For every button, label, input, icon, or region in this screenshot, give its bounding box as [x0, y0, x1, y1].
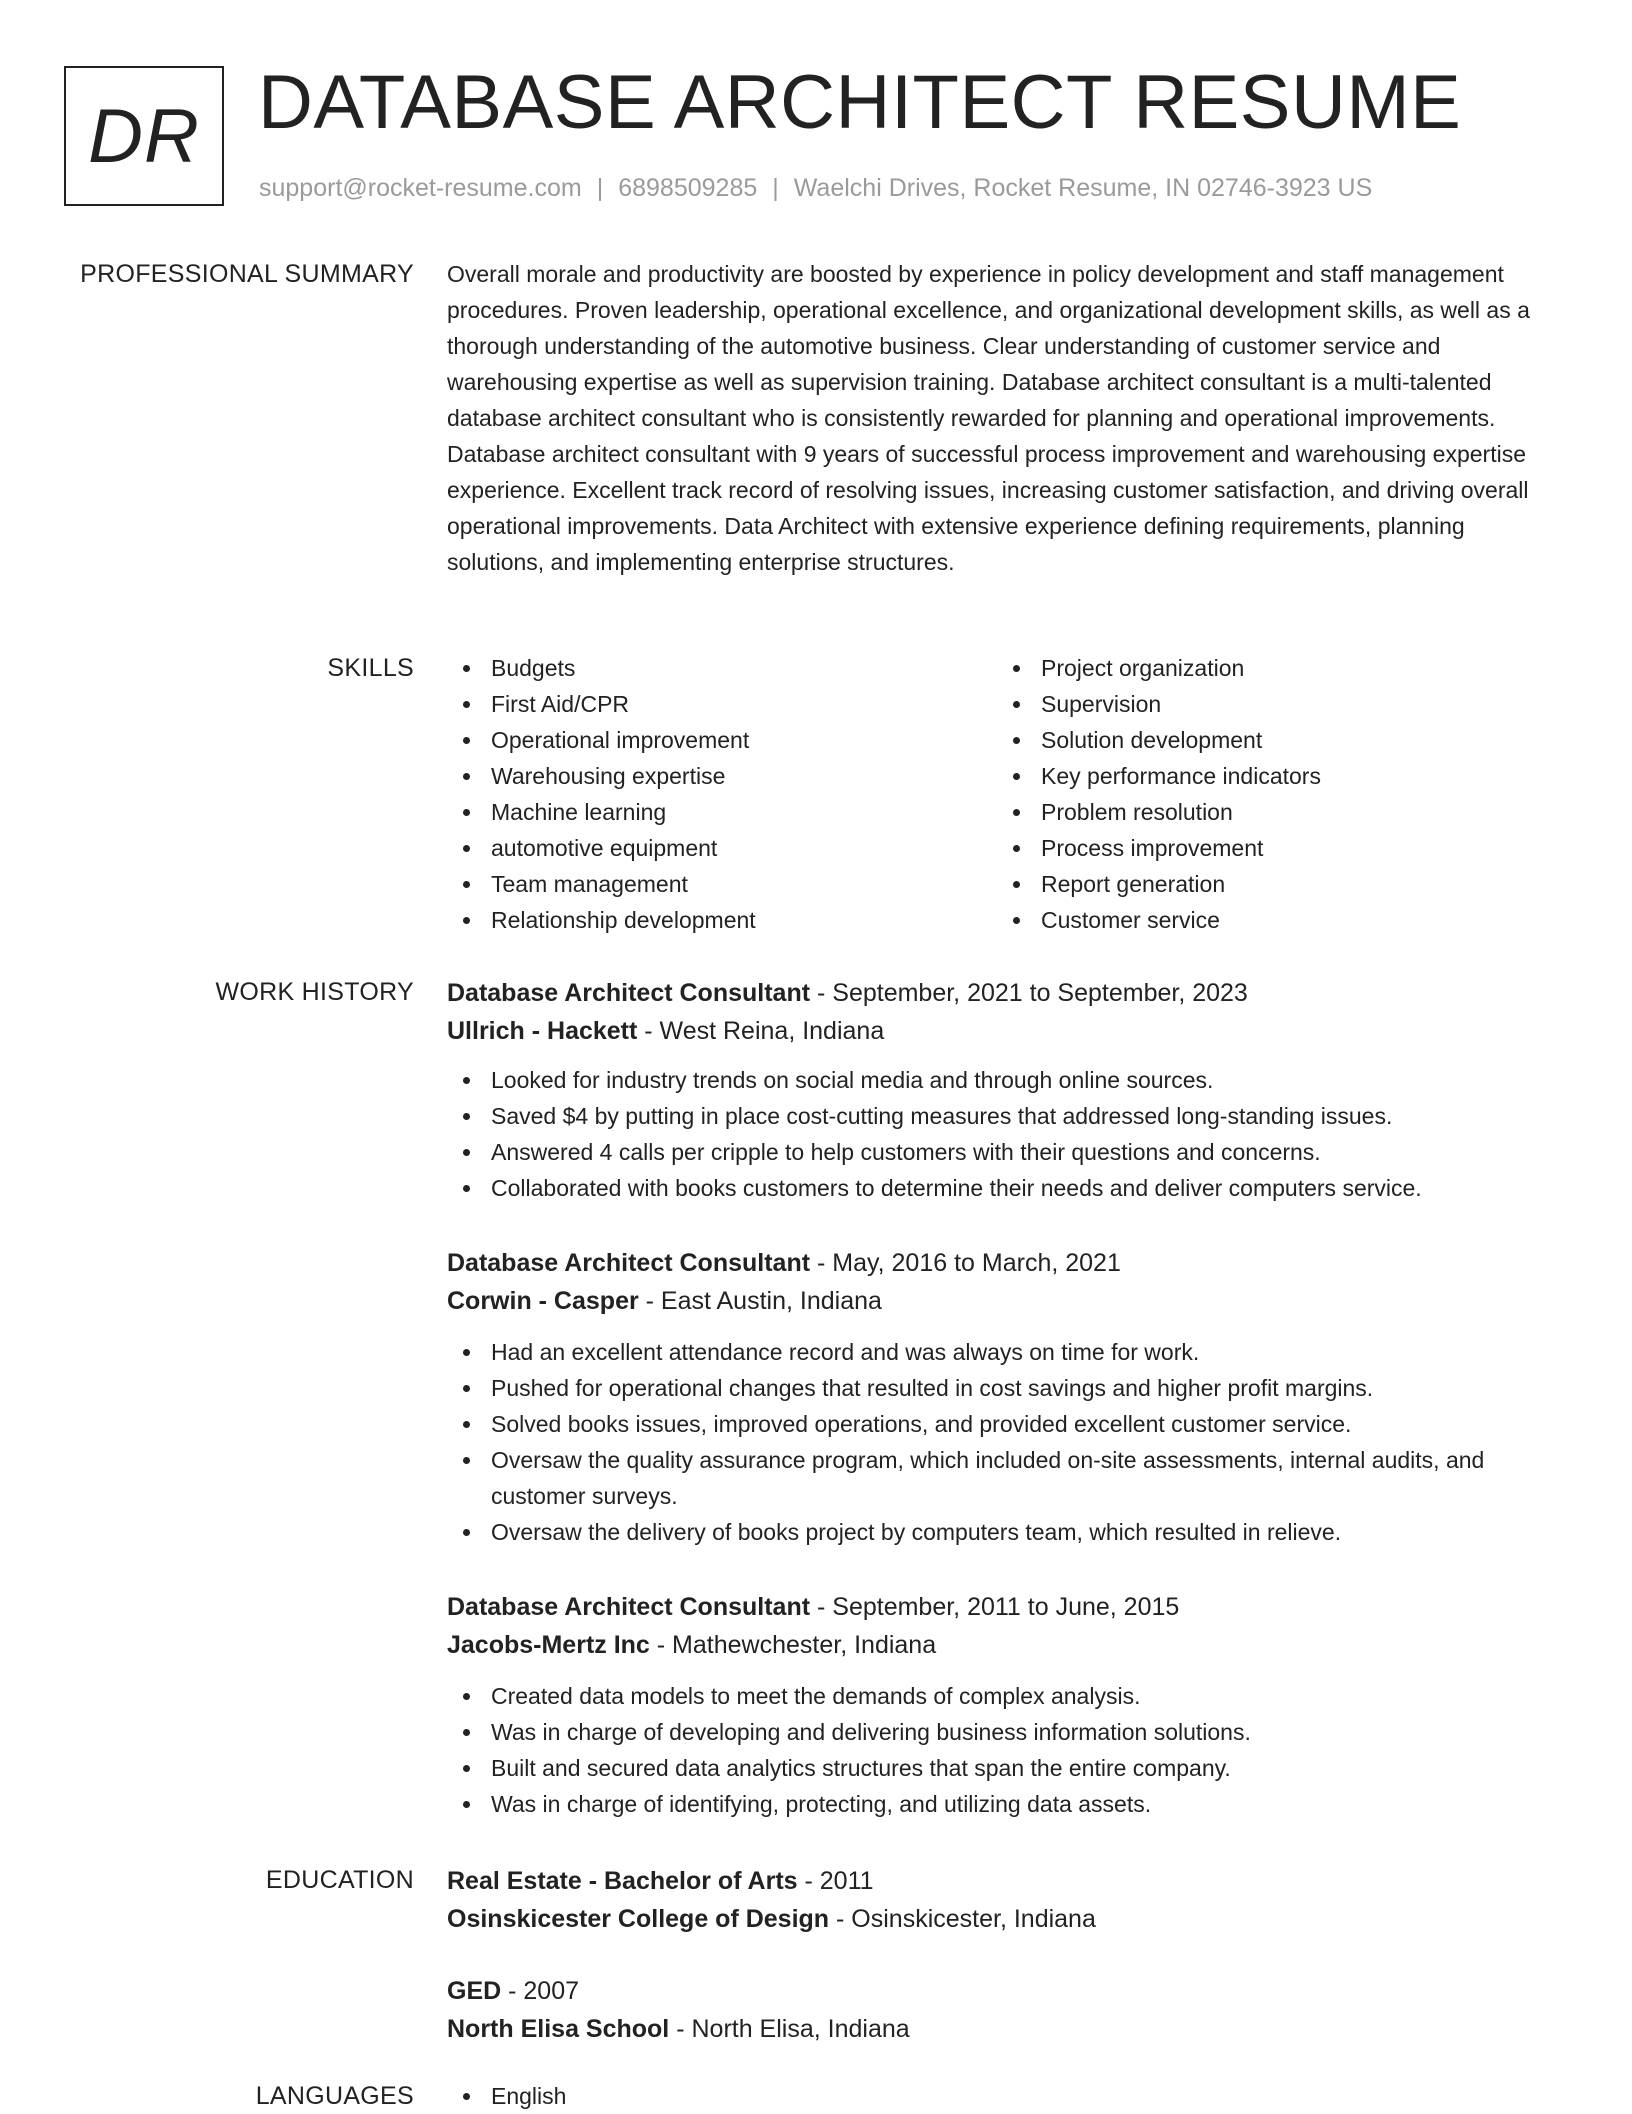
contact-line	[259, 174, 1372, 203]
job-dates: - September, 2021 to September, 2023	[810, 979, 1248, 1007]
languages-list	[447, 2078, 1567, 2114]
education-year: - 2011	[797, 1867, 874, 1895]
job-bullet: Created data models to meet the demands of complex analysis.	[447, 1678, 1567, 1714]
skill-item: Customer service	[997, 902, 1321, 938]
skill-item: Report generation	[997, 866, 1321, 902]
skill-item: First Aid/CPR	[447, 686, 756, 722]
education-degree: GED	[447, 1977, 502, 2005]
skill-item: Relationship development	[447, 902, 756, 938]
job-bullet: Oversaw the delivery of books project by computers team, which resulted in relieve.	[447, 1514, 1567, 1550]
education-location: - North Elisa, Indiana	[669, 2015, 910, 2043]
job-bullet: Looked for industry trends on social media and through online sources.	[447, 1062, 1567, 1098]
job-company-line	[447, 1282, 1567, 1320]
education-entry	[447, 1972, 1567, 2048]
job-bullet: Saved $4 by putting in place cost-cutting measures that addressed long-standing issues.	[447, 1098, 1567, 1134]
job-bullet: Was in charge of developing and delivering business information solutions.	[447, 1714, 1567, 1750]
job-entry	[447, 974, 1567, 1206]
page-title: DATABASE ARCHITECT RESUME	[258, 60, 1462, 145]
language-item: English	[447, 2078, 1567, 2114]
education-degree: Real Estate - Bachelor of Arts	[447, 1867, 798, 1895]
job-bullet: Was in charge of identifying, protecting, and utilizing data assets.	[447, 1786, 1567, 1822]
contact-email: support@rocket-resume.com	[259, 174, 582, 202]
job-location: - East Austin, Indiana	[638, 1287, 882, 1315]
section-label-summary: PROFESSIONAL SUMMARY	[80, 260, 414, 288]
skill-item: Machine learning	[447, 794, 756, 830]
job-dates: - May, 2016 to March, 2021	[810, 1249, 1121, 1277]
monogram-logo: DR	[64, 66, 224, 206]
job-title-line	[447, 1588, 1567, 1626]
job-title-line	[447, 1244, 1567, 1282]
job-bullet: Built and secured data analytics structures that span the entire company.	[447, 1750, 1567, 1786]
job-entry	[447, 1588, 1567, 1822]
skill-item: Key performance indicators	[997, 758, 1321, 794]
education-school: North Elisa School	[447, 2015, 670, 2043]
education-school: Osinskicester College of Design	[447, 1905, 830, 1933]
education-year: - 2007	[501, 1977, 580, 2005]
job-bullet: Pushed for operational changes that resulted in cost savings and higher profit margins.	[447, 1370, 1567, 1406]
job-location: - Mathewchester, Indiana	[649, 1631, 937, 1659]
job-bullet: Oversaw the quality assurance program, which included on-site assessments, internal audits, and customer surveys.	[447, 1442, 1567, 1514]
skill-item: Project organization	[997, 650, 1321, 686]
job-bullet: Had an excellent attendance record and was always on time for work.	[447, 1334, 1567, 1370]
job-title: Database Architect Consultant	[447, 1593, 811, 1621]
skill-item: Operational improvement	[447, 722, 756, 758]
job-bullet: Answered 4 calls per cripple to help customers with their questions and concerns.	[447, 1134, 1567, 1170]
section-label-skills: SKILLS	[327, 654, 414, 682]
section-label-languages: LANGUAGES	[255, 2082, 414, 2110]
summary-text: Overall morale and productivity are boosted by experience in policy development and staff management procedures. Proven leadership, operational excellence, and organizational development skills, as well as a thorough understanding of the automotive business. Clear understanding of customer service and warehousing expertise as well as supervision training. Database architect consultant is a multi-talented database architect consultant who is consistently rewarded for planning and operational improvements. Database architect consultant with 9 years of successful process improvement and warehousing expertise experience. Excellent track record of resolving issues, increasing customer satisfaction, and driving overall operational improvements. Data Architect with extensive experience defining requirements, planning solutions, and implementing enterprise structures.	[447, 261, 1530, 575]
skill-item: Warehousing expertise	[447, 758, 756, 794]
job-company: Jacobs-Mertz Inc	[447, 1631, 650, 1659]
skill-item: automotive equipment	[447, 830, 756, 866]
skill-item: Problem resolution	[997, 794, 1321, 830]
job-title-line	[447, 974, 1567, 1012]
education-degree-line	[447, 1862, 1567, 1900]
job-title: Database Architect Consultant	[447, 979, 811, 1007]
job-dates: - September, 2011 to June, 2015	[810, 1593, 1180, 1621]
skill-item: Team management	[447, 866, 756, 902]
education-location: - Osinskicester, Indiana	[829, 1905, 1096, 1933]
education-entry	[447, 1862, 1567, 1938]
education-school-line	[447, 1900, 1567, 1938]
job-bullets	[447, 1678, 1567, 1822]
contact-separator: |	[596, 174, 604, 202]
skill-item: Supervision	[997, 686, 1321, 722]
job-location: - West Reina, Indiana	[637, 1017, 885, 1045]
contact-phone: 6898509285	[618, 174, 758, 202]
job-entry	[447, 1244, 1567, 1550]
education-school-line	[447, 2010, 1567, 2048]
education-degree-line	[447, 1972, 1567, 2010]
job-company-line	[447, 1012, 1567, 1050]
skill-item: Solution development	[997, 722, 1321, 758]
contact-address: Waelchi Drives, Rocket Resume, IN 02746-3923 US	[793, 174, 1373, 202]
skills-list-left	[447, 650, 756, 938]
job-bullets	[447, 1062, 1567, 1206]
job-bullet: Solved books issues, improved operations, and provided excellent customer service.	[447, 1406, 1567, 1442]
section-label-work-history: WORK HISTORY	[215, 978, 414, 1006]
job-bullets	[447, 1334, 1567, 1550]
skills-list-right	[997, 650, 1321, 938]
job-company: Ullrich - Hackett	[447, 1017, 638, 1045]
section-label-education: EDUCATION	[265, 1866, 414, 1894]
skill-item: Budgets	[447, 650, 756, 686]
job-company: Corwin - Casper	[447, 1287, 639, 1315]
contact-separator: |	[772, 174, 779, 202]
job-bullet: Collaborated with books customers to determine their needs and deliver computers service.	[447, 1170, 1567, 1206]
skill-item: Process improvement	[997, 830, 1321, 866]
job-title: Database Architect Consultant	[447, 1249, 811, 1277]
job-company-line	[447, 1626, 1567, 1664]
